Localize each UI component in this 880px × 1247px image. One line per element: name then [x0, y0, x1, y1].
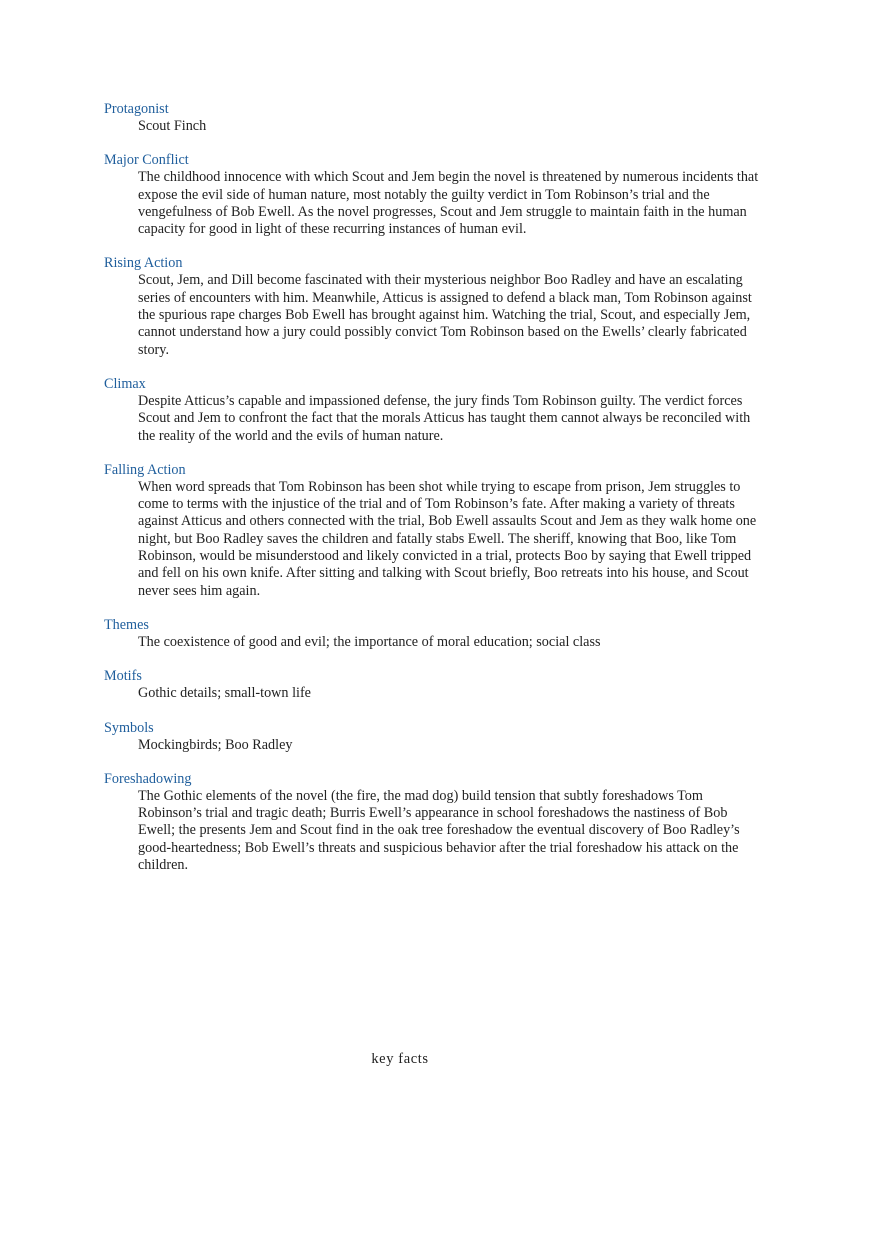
section-climax	[104, 376, 764, 445]
section-text: Scout, Jem, and Dill become fascinated with their mysterious neighbor Boo Radley and have an escalating series of encounters with him. Meanwhile, Atticus is assigned to defend a black man, Tom Robinson against the spurious rape charges Bob Ewell has brought against him. Watching the trial, Scout, and especially Jem, cannot understand how a jury could possibly convict Tom Robinson based on the Ewells’ clearly fabricated story.	[138, 272, 752, 358]
section-heading: Motifs	[104, 668, 142, 685]
section-heading: Themes	[104, 616, 149, 633]
section-heading: Protagonist	[104, 101, 169, 117]
section-themes	[104, 617, 764, 651]
section-text: The childhood innocence with which Scout and Jem begin the novel is threatened by numerous incidents that expose the evil side of human nature, most notably the guilty verdict in Tom Robinson’s trial and the vengefulness of Bob Ewell. As the novel progresses, Scout and Jem struggle to maintain faith in the human capacity for good in light of these recurring instances of human evil.	[138, 169, 759, 238]
section-foreshadowing	[104, 771, 764, 874]
section-protagonist	[104, 101, 764, 135]
key-facts-list	[104, 101, 764, 891]
section-text: Scout Finch	[138, 118, 207, 134]
section-text: Despite Atticus’s capable and impassioned defense, the jury finds Tom Robinson guilty. The verdict forces Scout and Jem to confront the fact that the morals Atticus has taught them cannot always be reconciled with the reality of the world and the evils of human nature.	[138, 392, 751, 444]
section-text: Gothic details; small-town life	[138, 685, 311, 702]
section-text: Mockingbirds; Boo Radley	[138, 736, 293, 753]
section-major-conflict	[104, 152, 764, 238]
section-heading: Falling Action	[104, 461, 186, 478]
section-heading: Foreshadowing	[104, 770, 192, 787]
section-motifs	[104, 668, 764, 702]
section-heading: Symbols	[104, 719, 154, 736]
section-text: The coexistence of good and evil; the importance of moral education; social class	[138, 633, 601, 650]
section-text: The Gothic elements of the novel (the fire, the mad dog) build tension that subtly foreshadows Tom Robinson’s trial and tragic death; Burris Ewell’s appearance in school foreshadows the nastiness of Bob Ewell; the presents Jem and Scout find in the oak tree foreshadow the eventual discovery of Boo Radley’s good-heartedness; Bob Ewell’s threats and suspicious behavior after the trial foreshadow his attack on the children.	[138, 787, 740, 874]
section-symbols	[104, 720, 764, 754]
section-text: When word spreads that Tom Robinson has been shot while trying to escape from prison, Jem struggles to come to terms with the injustice of the trial and of Tom Robinson’s fate. After making a variety of threats against Atticus and others connected with the trial, Bob Ewell assaults Scout and Jem as they walk home one night, but Boo Radley saves the children and fatally stabs Ewell. The sheriff, knowing that Boo, like Tom Robinson, would be misunderstood and likely convicted in a trial, protects Boo by saying that Ewell tripped and fell on his own knife. After sitting and talking with Scout briefly, Boo retreats into his house, and Scout never sees him again.	[138, 478, 757, 599]
section-heading: Climax	[104, 375, 146, 392]
section-rising-action	[104, 255, 764, 358]
section-heading: Major Conflict	[104, 152, 189, 169]
section-falling-action	[104, 462, 764, 600]
section-heading: Rising Action	[104, 255, 183, 272]
page-footer: key facts	[371, 1051, 429, 1067]
